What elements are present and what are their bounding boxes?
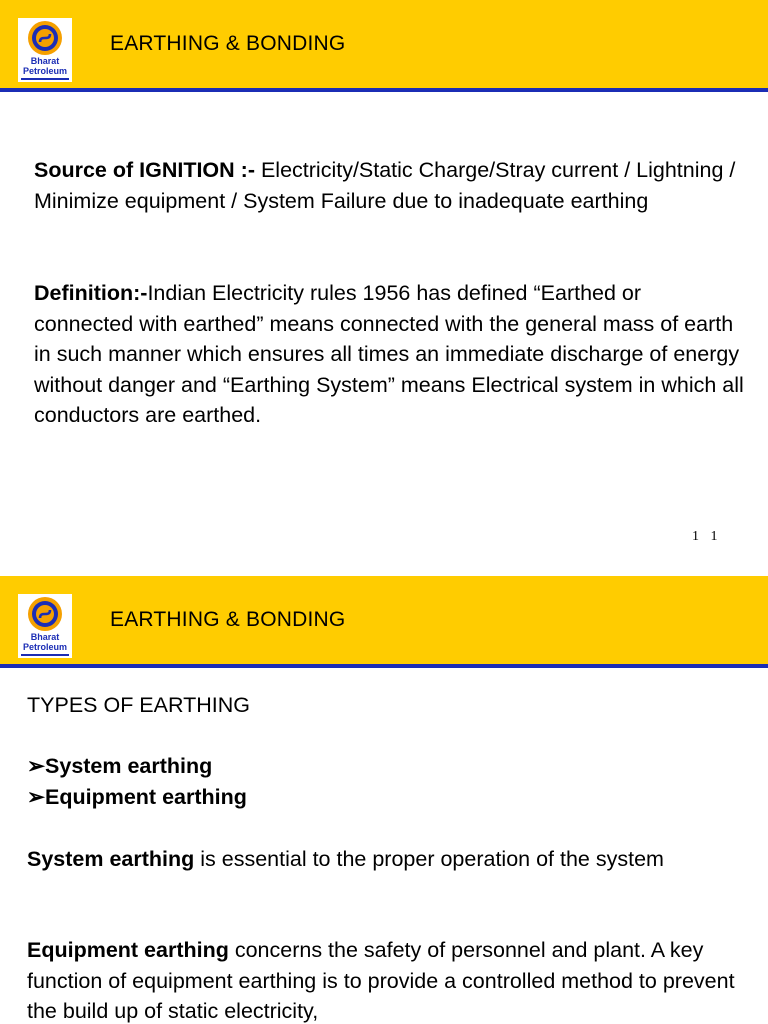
page-number: 1 1	[692, 529, 718, 544]
equipment-earthing-text: concerns the safety of personnel and plant. A key function of equipment earthing is to provide a controlled method to prevent the build up of static electricity,	[27, 938, 735, 1023]
bharat-petroleum-logo-icon	[18, 18, 72, 82]
definition-text: Indian Electricity rules 1956 has defined “Earthed or connected with earthed” means connected with the general mass of earth in such manner which ensures all times an immediate discharge of energy without danger and “Earthing System” means Electrical system in which all conductors are earthed.	[34, 281, 744, 427]
bharat-petroleum-logo-icon	[18, 594, 72, 658]
header-rule	[0, 664, 768, 668]
system-earthing-label: System earthing	[27, 847, 195, 871]
logo-text-line2: Petroleum	[22, 642, 67, 652]
header-band	[0, 576, 768, 664]
equipment-earthing-paragraph	[27, 935, 747, 1024]
system-earthing-text: is essential to the proper operation of the system	[194, 847, 664, 871]
list-item: ➢Equipment earthing	[27, 784, 247, 809]
system-earthing-paragraph	[27, 844, 747, 875]
header-band	[0, 0, 768, 88]
source-label: Source of IGNITION :-	[34, 158, 255, 182]
logo-text-line1: Bharat	[30, 56, 60, 66]
list-item: ➢System earthing	[27, 754, 213, 778]
slide-title: EARTHING & BONDING	[110, 608, 346, 631]
arrow-bullet-icon: ➢	[27, 754, 46, 778]
source-paragraph	[34, 155, 744, 216]
slide-2	[0, 576, 768, 1024]
slide-title: EARTHING & BONDING	[110, 32, 346, 55]
bullet-list	[27, 751, 747, 812]
types-heading: TYPES OF EARTHING	[27, 693, 250, 717]
header-rule	[0, 88, 768, 92]
equipment-earthing-label: Equipment earthing	[27, 938, 229, 962]
arrow-bullet-icon: ➢	[27, 784, 46, 809]
logo-text-line1: Bharat	[30, 632, 60, 642]
definition-label: Definition:-	[34, 281, 148, 305]
definition-paragraph	[34, 278, 744, 431]
logo-text-line2: Petroleum	[22, 66, 67, 76]
source-text: Electricity/Static Charge/Stray current / Lightning / Minimize equipment / System Failure due to inadequate earthing	[34, 158, 736, 213]
